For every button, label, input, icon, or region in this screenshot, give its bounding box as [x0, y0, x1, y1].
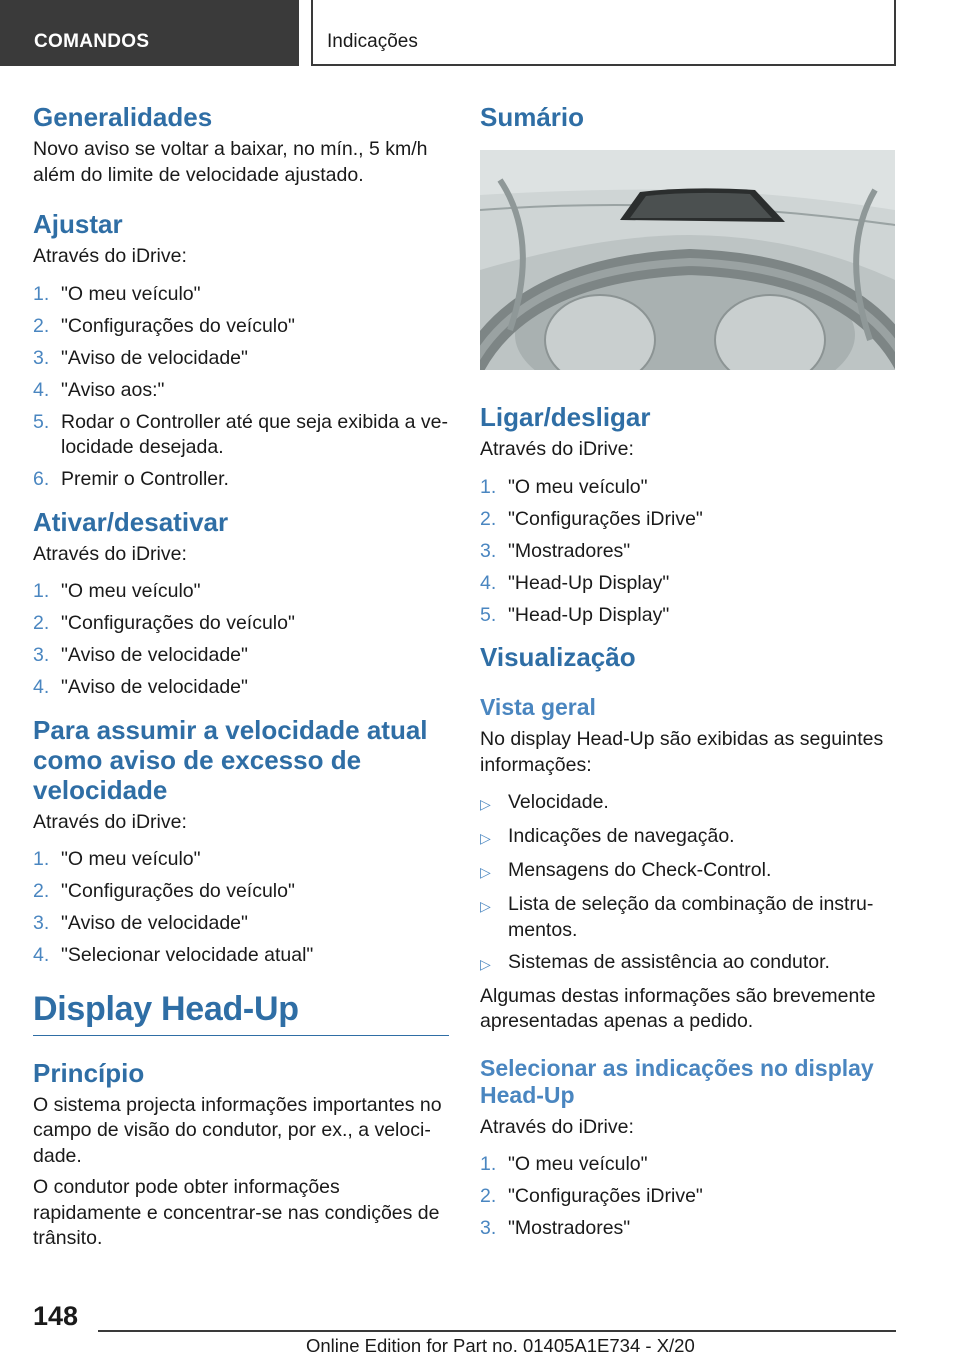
list-item-text: "O meu veículo": [508, 1153, 648, 1175]
chapter-tab: Indicações: [311, 0, 896, 66]
list-item: [33, 314, 449, 340]
list-item-number: 4.: [480, 571, 497, 594]
list-item-number: 2.: [33, 880, 50, 902]
list-item-number: 2.: [480, 507, 497, 530]
list-item-text: "Configurações iDrive": [508, 507, 703, 530]
list-item: [33, 675, 449, 701]
list-item: [480, 507, 896, 533]
list-item-text: "Mostradores": [508, 1217, 631, 1239]
heading-principio: Princípio: [33, 1057, 145, 1088]
list-item-text: "Aviso de velocidade": [61, 346, 248, 369]
list-item-text: Premir o Controller.: [61, 468, 229, 490]
section-tab: COMANDOS: [0, 0, 299, 66]
list-item-number: 3.: [33, 912, 50, 934]
heading-sumario: Sumário: [480, 102, 585, 132]
list-item: [33, 467, 449, 493]
list-item-number: 2.: [33, 612, 50, 634]
list-item-number: 1.: [33, 848, 50, 870]
heading-visualizacao: Visualização: [480, 642, 636, 672]
triangle-right-icon: ▷: [480, 796, 491, 812]
ajustar-intro: Através do iDrive:: [33, 245, 187, 267]
heading-assumir: Para assumir a velocidade atual como aviso de excesso de velocidade: [33, 714, 428, 805]
list-item-number: 1.: [480, 1153, 497, 1175]
list-item-text: "O meu veículo": [61, 282, 201, 305]
heading-ligar: Ligar/desligar: [480, 402, 651, 432]
assumir-intro: Através do iDrive:: [33, 810, 187, 833]
list-item: [33, 943, 449, 969]
list-item: [33, 378, 449, 404]
list-item: [480, 571, 896, 597]
left-column: [33, 100, 449, 1252]
bullet-text: Sistemas de assistência ao condutor.: [508, 950, 830, 973]
list-item-number: 3.: [480, 539, 497, 562]
ajustar-list: [33, 282, 449, 493]
list-item-number: 2.: [33, 314, 50, 337]
footer-edition: [306, 1335, 695, 1357]
list-item-number: 5.: [33, 410, 50, 433]
list-item-number: 1.: [33, 282, 50, 305]
bullet-item: [480, 824, 896, 852]
list-item: [33, 911, 449, 937]
principio-p2: O condutor pode obter informações rapidamente e concentrar-se nas condições de trânsito.: [33, 1176, 440, 1249]
ativar-intro: Através do iDrive:: [33, 542, 187, 565]
heading-ativar: Ativar/desativar: [33, 506, 229, 537]
selecionar-intro: Através do iDrive:: [480, 1115, 634, 1138]
bullet-item: [480, 950, 896, 978]
list-item-text: "Configurações do veículo": [61, 880, 295, 902]
list-item-text: "Aviso aos:": [61, 378, 165, 401]
heading-vista-geral: Vista geral: [480, 694, 596, 720]
list-item-text: "O meu veículo": [61, 580, 201, 602]
list-item-number: 6.: [33, 468, 50, 490]
list-item-text: Rodar o Controller até que seja exibida a velocidade desejada.: [61, 410, 448, 458]
footer-divider: [98, 1330, 896, 1332]
list-item-text: "O meu veículo": [508, 475, 648, 498]
vista-bullets: [480, 790, 896, 977]
bullet-item: [480, 858, 896, 886]
list-item-text: "Configurações iDrive": [508, 1185, 703, 1207]
ligar-list: [480, 475, 896, 629]
assumir-list: [33, 847, 449, 969]
list-item: [480, 475, 896, 501]
ligar-intro: Através do iDrive:: [480, 438, 634, 460]
list-item-text: "O meu veículo": [61, 848, 201, 870]
right-column: [480, 100, 896, 1248]
list-item: [33, 282, 449, 308]
heading-display-head-up: Display Head-Up: [33, 989, 299, 1028]
list-item: [480, 1184, 896, 1210]
list-item: [33, 643, 449, 669]
ativar-list: [33, 579, 449, 701]
bullet-item: [480, 790, 896, 818]
bullet-text: Lista de seleção da combinação de instrumentos.: [508, 893, 874, 941]
triangle-right-icon: ▷: [480, 955, 491, 972]
page-header: [0, 0, 960, 66]
list-item-text: "Head-Up Display": [508, 603, 670, 626]
list-item-number: 1.: [33, 580, 50, 602]
list-item: [480, 1152, 896, 1178]
list-item-number: 3.: [480, 1217, 497, 1239]
list-item: [33, 579, 449, 605]
list-item: [33, 611, 449, 637]
bullet-item: [480, 892, 896, 943]
heading-generalidades: Generalidades: [33, 102, 213, 132]
list-item-text: "Aviso de velocidade": [61, 644, 248, 666]
principio-p1: O sistema projecta informações importantes no campo de visão do condutor, por ex., a velocidade.: [33, 1093, 442, 1167]
list-item-text: "Head-Up Display": [508, 571, 670, 594]
triangle-right-icon: ▷: [480, 898, 491, 914]
list-item: [480, 603, 896, 629]
bullet-text: Indicações de navegação.: [508, 825, 735, 847]
page-number: 148: [33, 1301, 79, 1331]
vista-intro: No display Head-Up são exibidas as seguintes informações:: [480, 728, 884, 776]
list-item-text: "Aviso de velocidade": [61, 676, 248, 698]
list-item-text: "Mostradores": [508, 539, 631, 562]
list-item: [33, 346, 449, 372]
triangle-right-icon: ▷: [480, 864, 491, 880]
triangle-right-icon: ▷: [480, 830, 491, 846]
list-item: [33, 879, 449, 905]
list-item: [33, 410, 449, 461]
dashboard-illustration: [480, 150, 895, 370]
vista-outro: Algumas destas informações são brevemente apresentadas apenas a pedido.: [480, 984, 876, 1032]
heading-ajustar: Ajustar: [33, 209, 123, 239]
display-heading-wrap: [33, 989, 449, 1036]
list-item-number: 4.: [33, 944, 50, 966]
edition-text: Online Edition for Part no. 01405A1E734 - X/20: [306, 1335, 695, 1356]
bullet-text: Velocidade.: [508, 791, 609, 813]
list-item-text: "Configurações do veículo": [61, 612, 295, 634]
list-item-text: "Aviso de velocidade": [61, 912, 248, 934]
list-item-number: 2.: [480, 1185, 497, 1207]
generalidades-text: Novo aviso se voltar a baixar, no mín., 5 km/h além do limite de velocidade ajustado.: [33, 138, 428, 186]
list-item: [480, 1216, 896, 1242]
list-item-text: "Selecionar velocidade atual": [61, 944, 314, 966]
heading-selecionar: Selecionar as indicações no display Head-Up: [480, 1054, 874, 1108]
list-item-number: 5.: [480, 603, 497, 626]
list-item: [480, 539, 896, 565]
list-item: [33, 847, 449, 873]
list-item-number: 1.: [480, 475, 497, 498]
list-item-number: 3.: [33, 346, 50, 369]
list-item-number: 3.: [33, 644, 50, 666]
list-item-number: 4.: [33, 676, 50, 698]
list-item-number: 4.: [33, 378, 50, 401]
selecionar-list: [480, 1152, 896, 1242]
head-up-display-image: [480, 150, 895, 370]
bullet-text: Mensagens do Check-Control.: [508, 859, 772, 881]
list-item-text: "Configurações do veículo": [61, 314, 295, 337]
